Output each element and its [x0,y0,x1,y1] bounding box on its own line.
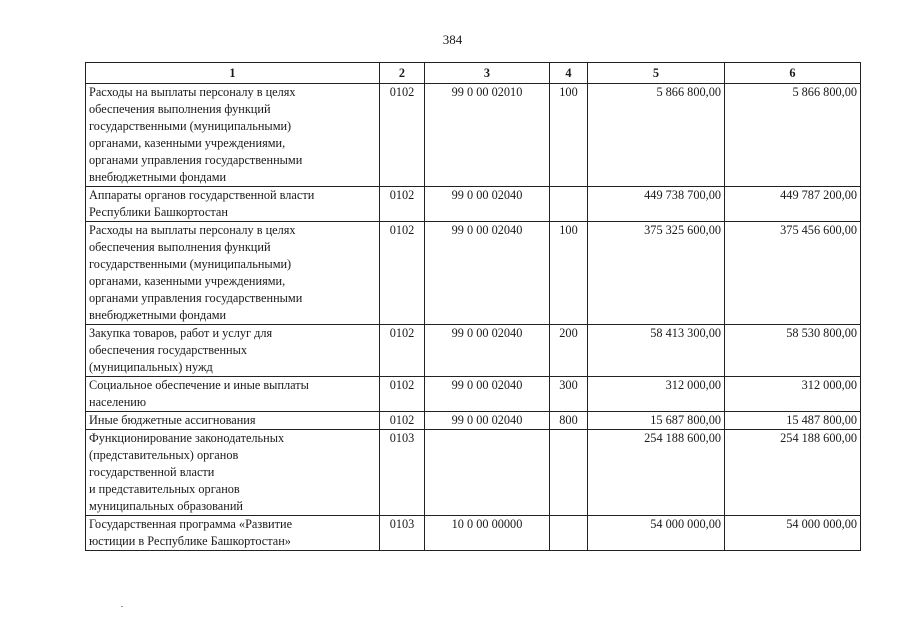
row-section: 0102 [380,187,425,222]
row-sum-1: 5 866 800,00 [588,84,725,187]
row-section: 0102 [380,222,425,325]
header-col-4: 4 [550,63,588,84]
row-sum-1: 15 687 800,00 [588,412,725,430]
row-type: 100 [550,222,588,325]
header-col-6: 6 [725,63,861,84]
row-sum-2: 5 866 800,00 [725,84,861,187]
row-name: Иные бюджетные ассигнования [86,412,380,430]
row-section: 0102 [380,84,425,187]
row-type: 200 [550,325,588,377]
row-sum-1: 449 738 700,00 [588,187,725,222]
table-row [86,187,861,222]
row-sum-2: 449 787 200,00 [725,187,861,222]
header-col-5: 5 [588,63,725,84]
row-target: 99 0 00 02040 [425,412,550,430]
header-col-3: 3 [425,63,550,84]
row-sum-1: 58 413 300,00 [588,325,725,377]
table-row [86,516,861,551]
budget-table [85,62,861,551]
table-row [86,412,861,430]
row-section: 0102 [380,325,425,377]
row-section: 0102 [380,412,425,430]
scan-artifact [121,606,123,607]
page-number: 384 [442,32,463,47]
row-sum-2: 58 530 800,00 [725,325,861,377]
row-name: Расходы на выплаты персоналу в целях обеспечения выполнения функций государственными (муниципальными) органами, казенными учреждениями, органами управления государственными внебюджетными фондами [86,222,380,325]
table-row [86,377,861,412]
row-sum-1: 254 188 600,00 [588,430,725,516]
row-section: 0102 [380,377,425,412]
row-sum-2: 375 456 600,00 [725,222,861,325]
row-target: 99 0 00 02040 [425,325,550,377]
row-section: 0103 [380,430,425,516]
row-type: 800 [550,412,588,430]
row-sum-1: 375 325 600,00 [588,222,725,325]
table-row [86,84,861,187]
row-target: 10 0 00 00000 [425,516,550,551]
row-name: Функционирование законодательных (представительных) органов государственной власти и представительных органов муниципальных образований [86,430,380,516]
row-type [550,516,588,551]
row-target: 99 0 00 02040 [425,222,550,325]
row-target: 99 0 00 02040 [425,187,550,222]
row-name: Государственная программа «Развитие юстиции в Республике Башкортостан» [86,516,380,551]
row-type [550,187,588,222]
row-sum-1: 312 000,00 [588,377,725,412]
row-sum-1: 54 000 000,00 [588,516,725,551]
row-type: 100 [550,84,588,187]
header-col-2: 2 [380,63,425,84]
row-name: Социальное обеспечение и иные выплаты населению [86,377,380,412]
row-type: 300 [550,377,588,412]
header-row [86,63,861,84]
row-sum-2: 54 000 000,00 [725,516,861,551]
header-col-1: 1 [86,63,380,84]
row-name: Закупка товаров, работ и услуг для обеспечения государственных (муниципальных) нужд [86,325,380,377]
row-sum-2: 312 000,00 [725,377,861,412]
row-name: Расходы на выплаты персоналу в целях обеспечения выполнения функций государственными (муниципальными) органами, казенными учреждениями, органами управления государственными внебюджетными фондами [86,84,380,187]
row-target: 99 0 00 02040 [425,377,550,412]
table-row [86,325,861,377]
row-sum-2: 254 188 600,00 [725,430,861,516]
row-type [550,430,588,516]
row-target: 99 0 00 02010 [425,84,550,187]
row-section: 0103 [380,516,425,551]
row-name: Аппараты органов государственной власти Республики Башкортостан [86,187,380,222]
row-target [425,430,550,516]
table-row [86,430,861,516]
table-row [86,222,861,325]
row-sum-2: 15 487 800,00 [725,412,861,430]
